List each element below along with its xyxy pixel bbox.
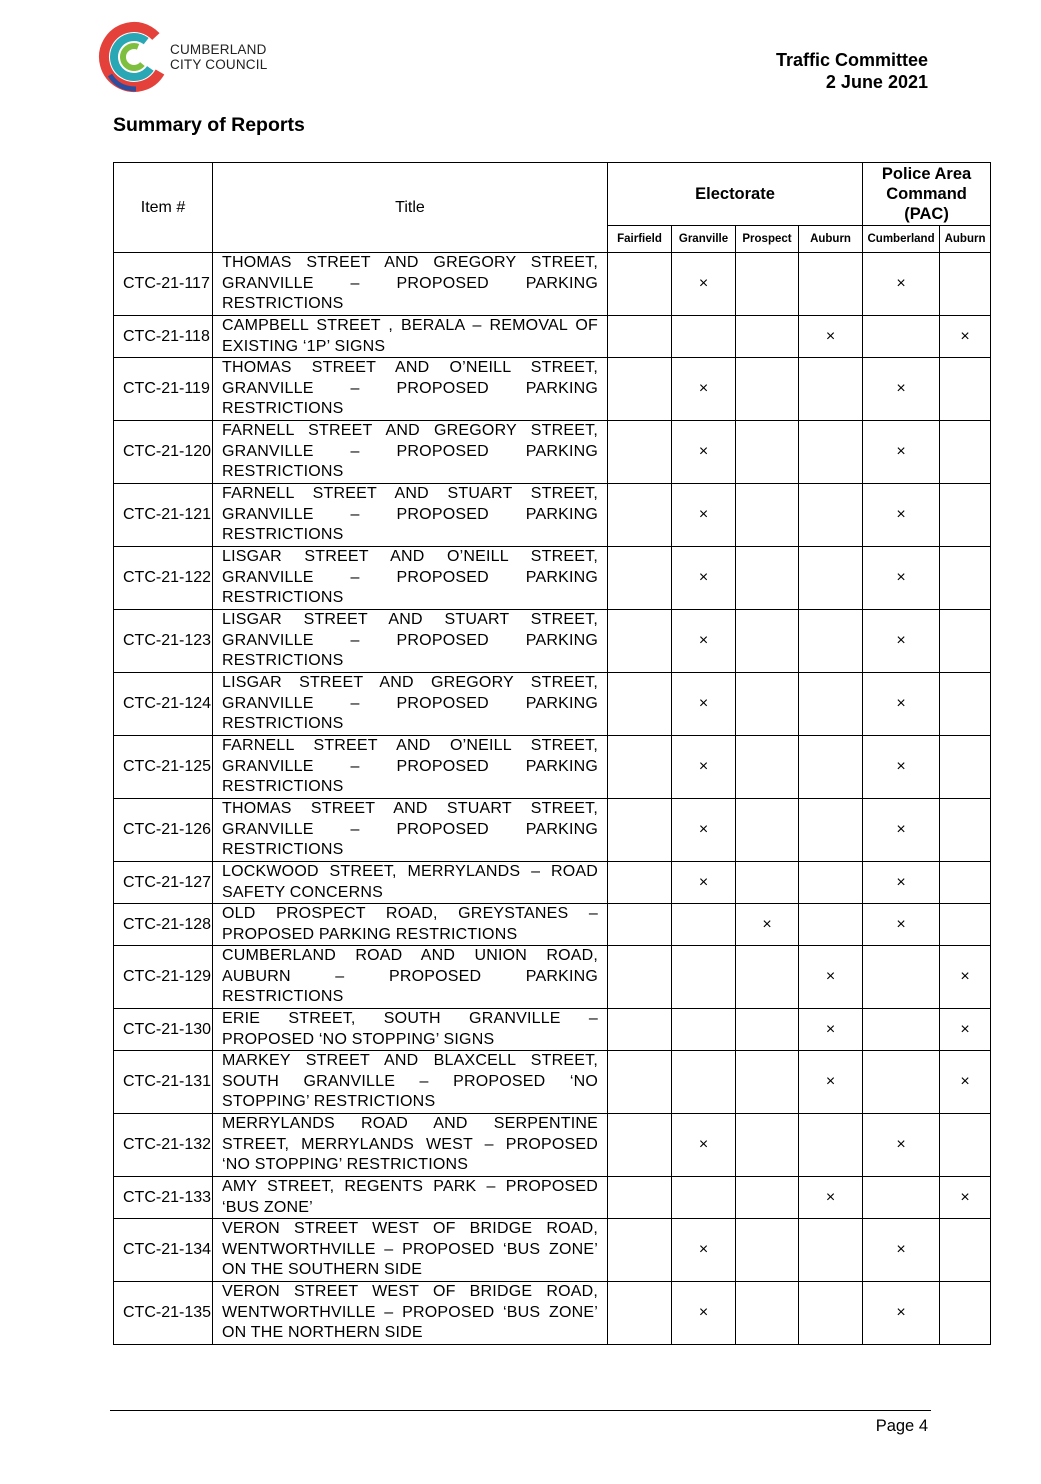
column-header-item: Item #	[114, 163, 213, 253]
empty-cell	[940, 862, 991, 904]
table-row	[114, 316, 991, 358]
report-title: LOCKWOOD STREET, MERRYLANDS – ROAD SAFETY CONCERNS	[213, 862, 608, 904]
empty-cell	[940, 1114, 991, 1177]
page-title: Summary of Reports	[113, 114, 305, 136]
empty-cell	[799, 1114, 863, 1177]
empty-cell	[608, 946, 672, 1009]
report-title: VERON STREET WEST OF BRIDGE ROAD, WENTWORTHVILLE – PROPOSED ‘BUS ZONE’ ON THE SOUTHERN SIDE	[213, 1219, 608, 1282]
item-number: CTC-21-129	[114, 946, 213, 1009]
empty-cell	[736, 862, 799, 904]
empty-cell	[672, 904, 736, 946]
item-number: CTC-21-127	[114, 862, 213, 904]
cross-mark: ×	[940, 1009, 991, 1051]
empty-cell	[863, 1009, 940, 1051]
column-header-prospect: Prospect	[736, 226, 799, 253]
empty-cell	[940, 547, 991, 610]
item-number: CTC-21-121	[114, 484, 213, 547]
column-header-auburn-electorate: Auburn	[799, 226, 863, 253]
cross-mark: ×	[672, 673, 736, 736]
empty-cell	[799, 904, 863, 946]
cross-mark: ×	[940, 316, 991, 358]
table-row	[114, 862, 991, 904]
empty-cell	[672, 1177, 736, 1219]
empty-cell	[608, 253, 672, 316]
page-number: Page 4	[875, 1417, 928, 1435]
item-number: CTC-21-128	[114, 904, 213, 946]
cross-mark: ×	[736, 904, 799, 946]
cross-mark: ×	[672, 253, 736, 316]
empty-cell	[608, 1219, 672, 1282]
item-number: CTC-21-117	[114, 253, 213, 316]
column-header-fairfield: Fairfield	[608, 226, 672, 253]
empty-cell	[799, 862, 863, 904]
cross-mark: ×	[672, 1219, 736, 1282]
item-number: CTC-21-122	[114, 547, 213, 610]
empty-cell	[940, 673, 991, 736]
empty-cell	[608, 1282, 672, 1345]
table-row	[114, 799, 991, 862]
empty-cell	[608, 904, 672, 946]
empty-cell	[608, 799, 672, 862]
empty-cell	[940, 358, 991, 421]
cross-mark: ×	[672, 862, 736, 904]
cross-mark: ×	[672, 799, 736, 862]
table-row	[114, 673, 991, 736]
cross-mark: ×	[799, 946, 863, 1009]
empty-cell	[799, 610, 863, 673]
item-number: CTC-21-133	[114, 1177, 213, 1219]
empty-cell	[608, 862, 672, 904]
item-number: CTC-21-124	[114, 673, 213, 736]
empty-cell	[863, 1051, 940, 1114]
empty-cell	[608, 316, 672, 358]
empty-cell	[672, 946, 736, 1009]
empty-cell	[608, 673, 672, 736]
empty-cell	[736, 484, 799, 547]
report-title: FARNELL STREET AND STUART STREET, GRANVILLE – PROPOSED PARKING RESTRICTIONS	[213, 484, 608, 547]
cross-mark: ×	[940, 1177, 991, 1219]
table-row	[114, 358, 991, 421]
cross-mark: ×	[672, 547, 736, 610]
empty-cell	[799, 736, 863, 799]
cross-mark: ×	[672, 1282, 736, 1345]
empty-cell	[736, 1051, 799, 1114]
empty-cell	[736, 253, 799, 316]
report-title: LISGAR STREET AND GREGORY STREET, GRANVILLE – PROPOSED PARKING RESTRICTIONS	[213, 673, 608, 736]
report-title: OLD PROSPECT ROAD, GREYSTANES – PROPOSED PARKING RESTRICTIONS	[213, 904, 608, 946]
cross-mark: ×	[863, 547, 940, 610]
empty-cell	[736, 1219, 799, 1282]
cross-mark: ×	[672, 421, 736, 484]
empty-cell	[736, 1009, 799, 1051]
cross-mark: ×	[863, 904, 940, 946]
item-number: CTC-21-130	[114, 1009, 213, 1051]
item-number: CTC-21-131	[114, 1051, 213, 1114]
empty-cell	[940, 484, 991, 547]
empty-cell	[672, 1009, 736, 1051]
cross-mark: ×	[672, 736, 736, 799]
empty-cell	[940, 904, 991, 946]
cross-mark: ×	[863, 673, 940, 736]
cross-mark: ×	[672, 358, 736, 421]
table-row	[114, 736, 991, 799]
table-row	[114, 484, 991, 547]
item-number: CTC-21-132	[114, 1114, 213, 1177]
cross-mark: ×	[799, 316, 863, 358]
empty-cell	[736, 736, 799, 799]
table-row	[114, 547, 991, 610]
logo-line-1: CUMBERLAND	[170, 42, 267, 57]
document-header	[776, 49, 928, 93]
table-row	[114, 946, 991, 1009]
report-title: LISGAR STREET AND STUART STREET, GRANVILLE – PROPOSED PARKING RESTRICTIONS	[213, 610, 608, 673]
empty-cell	[736, 610, 799, 673]
table-row	[114, 253, 991, 316]
empty-cell	[608, 1051, 672, 1114]
item-number: CTC-21-123	[114, 610, 213, 673]
report-title: FARNELL STREET AND GREGORY STREET, GRANVILLE – PROPOSED PARKING RESTRICTIONS	[213, 421, 608, 484]
empty-cell	[608, 1177, 672, 1219]
column-header-cumberland-pac: Cumberland	[863, 226, 940, 253]
empty-cell	[736, 1177, 799, 1219]
empty-cell	[799, 421, 863, 484]
report-title: MARKEY STREET AND BLAXCELL STREET, SOUTH GRANVILLE – PROPOSED ‘NO STOPPING’ RESTRICTIONS	[213, 1051, 608, 1114]
item-number: CTC-21-134	[114, 1219, 213, 1282]
empty-cell	[608, 610, 672, 673]
empty-cell	[799, 547, 863, 610]
empty-cell	[736, 1114, 799, 1177]
empty-cell	[799, 484, 863, 547]
cross-mark: ×	[672, 610, 736, 673]
cross-mark: ×	[863, 253, 940, 316]
empty-cell	[863, 946, 940, 1009]
report-title: THOMAS STREET AND STUART STREET, GRANVILLE – PROPOSED PARKING RESTRICTIONS	[213, 799, 608, 862]
cross-mark: ×	[863, 1282, 940, 1345]
empty-cell	[940, 799, 991, 862]
empty-cell	[799, 1219, 863, 1282]
cross-mark: ×	[799, 1009, 863, 1051]
report-title: AMY STREET, REGENTS PARK – PROPOSED ‘BUS ZONE’	[213, 1177, 608, 1219]
table-row	[114, 1051, 991, 1114]
empty-cell	[799, 358, 863, 421]
empty-cell	[672, 316, 736, 358]
cross-mark: ×	[863, 862, 940, 904]
column-header-auburn-pac: Auburn	[940, 226, 991, 253]
empty-cell	[608, 1009, 672, 1051]
empty-cell	[863, 316, 940, 358]
empty-cell	[940, 253, 991, 316]
report-title: CUMBERLAND ROAD AND UNION ROAD, AUBURN – PROPOSED PARKING RESTRICTIONS	[213, 946, 608, 1009]
report-title: THOMAS STREET AND GREGORY STREET, GRANVILLE – PROPOSED PARKING RESTRICTIONS	[213, 253, 608, 316]
cross-mark: ×	[672, 484, 736, 547]
empty-cell	[736, 799, 799, 862]
empty-cell	[608, 547, 672, 610]
empty-cell	[940, 610, 991, 673]
footer-divider	[110, 1410, 931, 1411]
cross-mark: ×	[863, 358, 940, 421]
table-row	[114, 1282, 991, 1345]
empty-cell	[608, 484, 672, 547]
empty-cell	[736, 1282, 799, 1345]
column-header-title: Title	[213, 163, 608, 253]
report-title: VERON STREET WEST OF BRIDGE ROAD, WENTWORTHVILLE – PROPOSED ‘BUS ZONE’ ON THE NORTHERN SIDE	[213, 1282, 608, 1345]
empty-cell	[736, 946, 799, 1009]
report-title: LISGAR STREET AND O’NEILL STREET, GRANVILLE – PROPOSED PARKING RESTRICTIONS	[213, 547, 608, 610]
table-row	[114, 610, 991, 673]
logo-wordmark	[170, 42, 267, 72]
empty-cell	[608, 736, 672, 799]
table-row	[114, 1009, 991, 1051]
empty-cell	[940, 736, 991, 799]
empty-cell	[736, 421, 799, 484]
table-row	[114, 1177, 991, 1219]
empty-cell	[736, 358, 799, 421]
cross-mark: ×	[940, 1051, 991, 1114]
report-title: FARNELL STREET AND O’NEILL STREET, GRANVILLE – PROPOSED PARKING RESTRICTIONS	[213, 736, 608, 799]
report-title: THOMAS STREET AND O’NEILL STREET, GRANVILLE – PROPOSED PARKING RESTRICTIONS	[213, 358, 608, 421]
table-row	[114, 1219, 991, 1282]
table-row	[114, 421, 991, 484]
empty-cell	[863, 1177, 940, 1219]
empty-cell	[736, 316, 799, 358]
column-group-pac: Police Area Command (PAC)	[863, 163, 991, 226]
column-header-granville: Granville	[672, 226, 736, 253]
cross-mark: ×	[940, 946, 991, 1009]
report-title: CAMPBELL STREET , BERALA – REMOVAL OF EXISTING ‘1P’ SIGNS	[213, 316, 608, 358]
committee-name: Traffic Committee	[775, 50, 928, 70]
cross-mark: ×	[863, 1114, 940, 1177]
cross-mark: ×	[672, 1114, 736, 1177]
item-number: CTC-21-125	[114, 736, 213, 799]
empty-cell	[736, 547, 799, 610]
item-number: CTC-21-135	[114, 1282, 213, 1345]
empty-cell	[799, 673, 863, 736]
empty-cell	[799, 253, 863, 316]
cross-mark: ×	[799, 1177, 863, 1219]
report-title: ERIE STREET, SOUTH GRANVILLE – PROPOSED ‘NO STOPPING’ SIGNS	[213, 1009, 608, 1051]
cross-mark: ×	[799, 1051, 863, 1114]
logo-line-2: CITY COUNCIL	[170, 57, 268, 72]
empty-cell	[940, 1219, 991, 1282]
item-number: CTC-21-119	[114, 358, 213, 421]
item-number: CTC-21-120	[114, 421, 213, 484]
empty-cell	[608, 358, 672, 421]
empty-cell	[940, 421, 991, 484]
table-row	[114, 904, 991, 946]
cross-mark: ×	[863, 799, 940, 862]
cross-mark: ×	[863, 1219, 940, 1282]
empty-cell	[799, 799, 863, 862]
item-number: CTC-21-126	[114, 799, 213, 862]
empty-cell	[672, 1051, 736, 1114]
empty-cell	[736, 673, 799, 736]
reports-table	[113, 162, 991, 1345]
item-number: CTC-21-118	[114, 316, 213, 358]
cross-mark: ×	[863, 484, 940, 547]
cross-mark: ×	[863, 736, 940, 799]
meeting-date: 2 June 2021	[825, 72, 928, 92]
cross-mark: ×	[863, 421, 940, 484]
empty-cell	[608, 1114, 672, 1177]
column-group-electorate: Electorate	[608, 163, 863, 226]
empty-cell	[608, 421, 672, 484]
table-row	[114, 1114, 991, 1177]
report-title: MERRYLANDS ROAD AND SERPENTINE STREET, MERRYLANDS WEST – PROPOSED ‘NO STOPPING’ RESTRICTIONS	[213, 1114, 608, 1177]
empty-cell	[940, 1282, 991, 1345]
cross-mark: ×	[863, 610, 940, 673]
empty-cell	[799, 1282, 863, 1345]
